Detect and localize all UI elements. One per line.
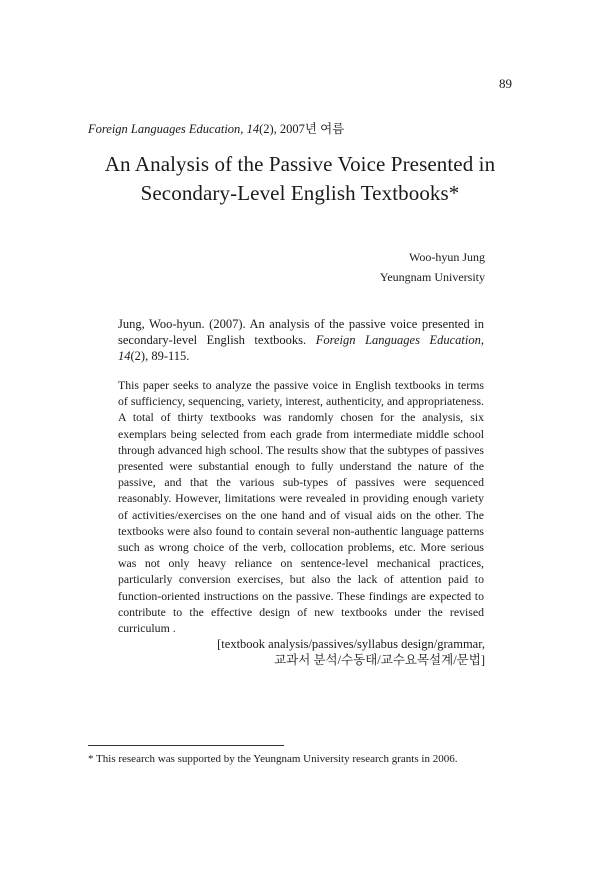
journal-name: Foreign Languages Education, <box>88 122 244 136</box>
footnote: * This research was supported by the Yeungnam University research grants in 2006. <box>88 753 458 765</box>
title-line-1: An Analysis of the Passive Voice Presented in <box>104 152 496 176</box>
author-block <box>380 247 485 287</box>
footnote-divider <box>88 745 284 746</box>
keywords-line-1: [textbook analysis/passives/syllabus design/grammar, <box>217 637 485 651</box>
citation-journal: Foreign Languages Education, <box>315 333 484 347</box>
author-name: Woo-hyun Jung <box>408 250 485 264</box>
page-number: 89 <box>499 76 512 91</box>
journal-issue-date: (2), 2007년 여름 <box>259 122 345 136</box>
citation-volume: 14 <box>118 349 131 363</box>
abstract: This paper seeks to analyze the passive voice in English textbooks in terms of sufficiency, sequencing, variety, interest, authenticity, and appropriateness. A total of thirty textbooks was randomly chosen for the analysis, six exemplars being selected from each grade from intermediate middle school through advanced high school. The results show that the subtypes of passives presented were substantial enough to fully understand the nature of the passive, and that the various sub-types of passives were sequenced reasonably. However, limitations were revealed in providing enough variety of activities/exercises on the one hand and of visual aids on the other. The textbooks were also found to contain several non-authentic language patterns such as wrong choice of the verb, collocation problems, etc. More serious was not only heavy reliance on sentence-level mechanical practices, particularly conversion exercises, but also the lack of attention paid to function-oriented instructions on the passive. These findings are expected to contribute to the effective design of new textbooks under the revised curriculum . <box>118 378 484 636</box>
keywords-line-2: 교과서 분석/수동태/교수요목설계/문법] <box>274 653 485 667</box>
citation-pages: (2), 89-115. <box>130 349 190 363</box>
journal-volume: 14 <box>246 122 260 136</box>
citation-text: Jung, Woo-hyun. (2007). An analysis of the passive voice presented in secondary-level English textbooks. <box>118 317 484 347</box>
title-line-2: Secondary-Level English Textbooks* <box>140 181 460 205</box>
keywords <box>217 636 485 668</box>
paper-title <box>60 150 540 208</box>
journal-header <box>88 119 344 137</box>
author-affiliation: Yeungnam University <box>379 270 485 284</box>
citation <box>118 316 484 364</box>
